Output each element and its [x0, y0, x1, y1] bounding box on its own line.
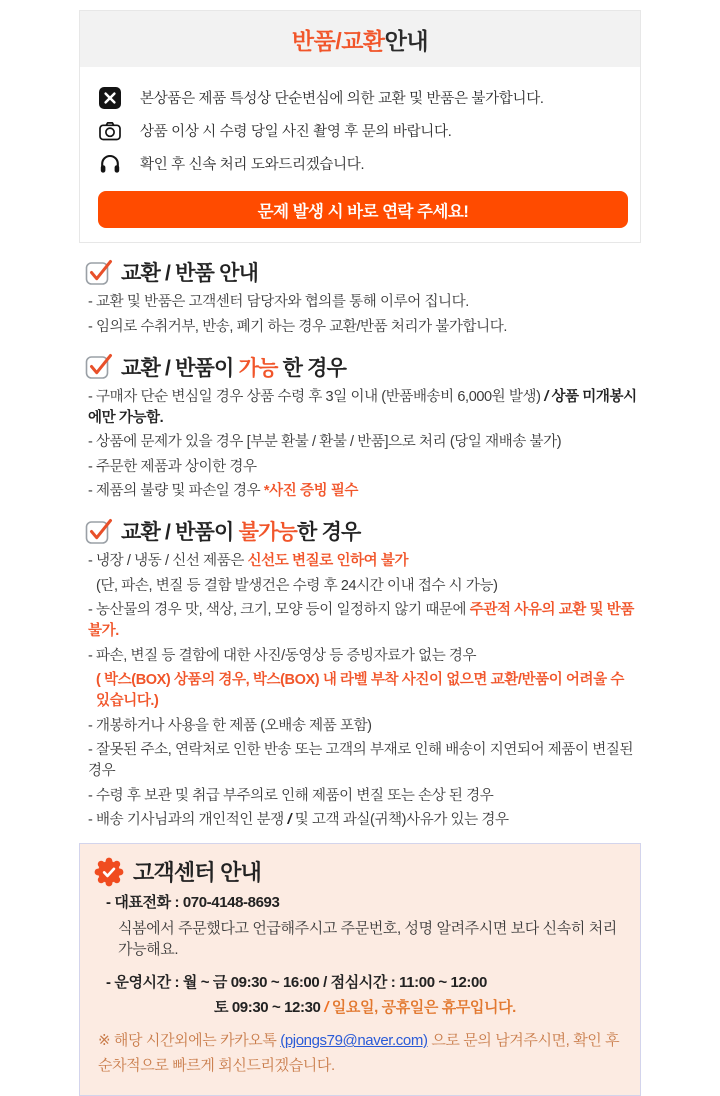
text-segment: - 냉장 / 냉동 / 신선 제품은	[88, 553, 248, 570]
section-title	[121, 516, 361, 546]
text-segment: 한 경우	[297, 521, 361, 545]
notice-list	[98, 81, 628, 180]
text-segment: ( 박스(BOX) 상품의 경우, 박스(BOX) 내 라벨 부착 사진이 없으면 교환/반품이 어려울 수 있습니다.)	[96, 672, 624, 710]
text-segment: 가능	[238, 356, 278, 380]
notice-text: 상품 이상 시 수령 당일 사진 촬영 후 문의 바랍니다.	[140, 124, 452, 140]
text-segment: 식봄에서 주문했다고 언급해주시고 주문번호, 성명 알려주시면 보다 신속히 처리 가능해요.	[118, 919, 617, 959]
policy-line	[94, 997, 624, 1019]
policy-line	[85, 810, 641, 831]
policy-line	[94, 1055, 624, 1077]
text-segment: 신선도 변질로 인하여 불가	[247, 553, 409, 570]
text-segment: - 교환 및 반품은 고객센터 담당자와 협의를 통해 이루어 집니다.	[88, 294, 469, 310]
text-segment: - 주문한 제품과 상이한 경우	[88, 458, 257, 475]
section-possible-cases	[79, 352, 641, 503]
page-container	[79, 0, 641, 1096]
page-title-highlight: 반품/교환	[291, 27, 385, 54]
text-segment: 상품 미개봉시에만 가능함.	[88, 388, 637, 426]
policy-line	[85, 600, 641, 642]
text-segment: 교환 / 반품 안내	[121, 262, 259, 285]
checkbox-check-icon	[85, 518, 112, 545]
policy-line	[94, 892, 624, 914]
text-segment: 으로 문의 남겨주시면, 확인 후	[427, 1032, 620, 1050]
notice-text: 본상품은 제품 특성상 단순변심에 의한 교환 및 반품은 불가합니다.	[140, 91, 544, 107]
text-segment: 한 경우	[277, 356, 347, 380]
text-segment: 주관적 사유의 교환 및 반품 불가.	[88, 602, 634, 640]
top-notice-card	[79, 10, 641, 243]
policy-line	[85, 740, 641, 782]
section-heading	[85, 352, 641, 382]
camera-icon	[98, 119, 124, 143]
text-segment: ※ 해당 시간외에는 카카오톡	[98, 1032, 281, 1050]
text-segment: - 대표전화 : 070-4148-8693	[106, 894, 280, 912]
text-segment: 교환 / 반품이	[121, 521, 239, 545]
section-title	[121, 352, 346, 382]
text-segment: 교환 / 반품이	[121, 356, 239, 380]
text-segment: - 잘못된 주소, 연락처로 인한 반송 또는 고객의 부재로 인해 배송이 지연되어 제품이 변질된 경우	[88, 742, 634, 780]
contact-button[interactable]: 문제 발생 시 바로 연락 주세요!	[98, 191, 628, 228]
customer-center-box	[79, 843, 641, 1095]
section-impossible-cases	[79, 516, 641, 831]
text-segment: (단, 파손, 변질 등 결함 발생건은 수령 후 24시간 이내 접수 시 가능)	[96, 577, 498, 594]
notice-item	[98, 114, 628, 147]
text-segment: - 파손, 변질 등 결함에 대한 사진/동영상 등 증빙자료가 없는 경우	[88, 647, 477, 664]
policy-line	[94, 1030, 624, 1052]
policy-line	[85, 387, 641, 429]
policy-line	[85, 576, 641, 597]
text-segment: - 임의로 수취거부, 반송, 폐기 하는 경우 교환/반품 처리가 불가합니다.	[88, 318, 507, 335]
policy-line	[85, 551, 641, 572]
policy-line	[85, 646, 641, 667]
checkbox-check-icon	[85, 353, 112, 380]
text-segment: - 제품의 불량 및 파손일 경우	[88, 483, 264, 500]
email-link[interactable]: (pjongs79@naver.com)	[280, 1032, 428, 1050]
headset-icon	[98, 152, 124, 176]
page-title-rest: 안내	[384, 27, 429, 54]
policy-line	[85, 457, 641, 478]
text-segment: /	[320, 999, 332, 1017]
text-segment: 토 09:30 ~ 12:30	[214, 999, 321, 1017]
text-segment: /	[540, 388, 552, 405]
customer-center-lines	[94, 892, 624, 1077]
text-segment: /	[287, 812, 292, 829]
notice-text: 확인 후 신속 처리 도와드리겠습니다.	[140, 157, 365, 173]
x-icon	[98, 86, 124, 110]
policy-line	[85, 481, 641, 502]
text-segment: - 상품에 문제가 있을 경우 [부분 환불 / 환불 / 반품]으로 처리 (당일 재배송 불가)	[88, 434, 562, 451]
policy-line	[94, 918, 624, 962]
text-segment: 일요일, 공휴일은 휴무입니다.	[331, 999, 516, 1017]
text-segment: - 운영시간 : 월 ~ 금 09:30 ~ 16:00 / 점심시간 : 11:00 ~ 12:00	[106, 974, 487, 992]
notice-item	[98, 147, 628, 180]
section-heading	[85, 516, 641, 546]
text-segment: - 구매자 단순 변심일 경우 상품 수령 후 3일 이내 (반품배송비 6,000원 발생)	[88, 388, 541, 405]
notice-item	[98, 81, 628, 114]
badge-check-icon	[94, 857, 124, 887]
text-segment: 불가능	[238, 521, 298, 545]
policy-line	[94, 972, 624, 994]
text-segment: 및 고객 과실(귀책)사유가 있는 경우	[291, 812, 509, 829]
notice-body	[80, 67, 640, 242]
section-exchange-return-guide	[79, 257, 641, 338]
policy-line	[85, 432, 641, 453]
customer-center-heading	[94, 856, 624, 887]
checkbox-check-icon	[85, 259, 112, 286]
text-segment: - 농산물의 경우 맛, 색상, 크기, 모양 등이 일정하지 않기 때문에	[88, 602, 470, 619]
text-segment: - 개봉하거나 사용을 한 제품 (오배송 제품 포함)	[88, 717, 372, 734]
page-title	[80, 11, 640, 67]
policy-line	[85, 716, 641, 737]
sections	[79, 257, 641, 831]
policy-line	[85, 317, 641, 338]
section-heading	[85, 257, 641, 287]
text-segment: - 배송 기사님과의 개인적인 분쟁	[88, 812, 288, 829]
policy-line	[85, 670, 641, 712]
customer-center-title: 고객센터 안내	[133, 860, 262, 886]
text-segment: *사진 증빙 필수	[263, 483, 359, 500]
section-title	[121, 257, 258, 287]
policy-line	[85, 786, 641, 807]
text-segment: 순차적으로 빠르게 회신드리겠습니다.	[98, 1057, 335, 1075]
policy-line	[85, 292, 641, 313]
text-segment: - 수령 후 보관 및 취급 부주의로 인해 제품이 변질 또는 손상 된 경우	[88, 787, 494, 804]
